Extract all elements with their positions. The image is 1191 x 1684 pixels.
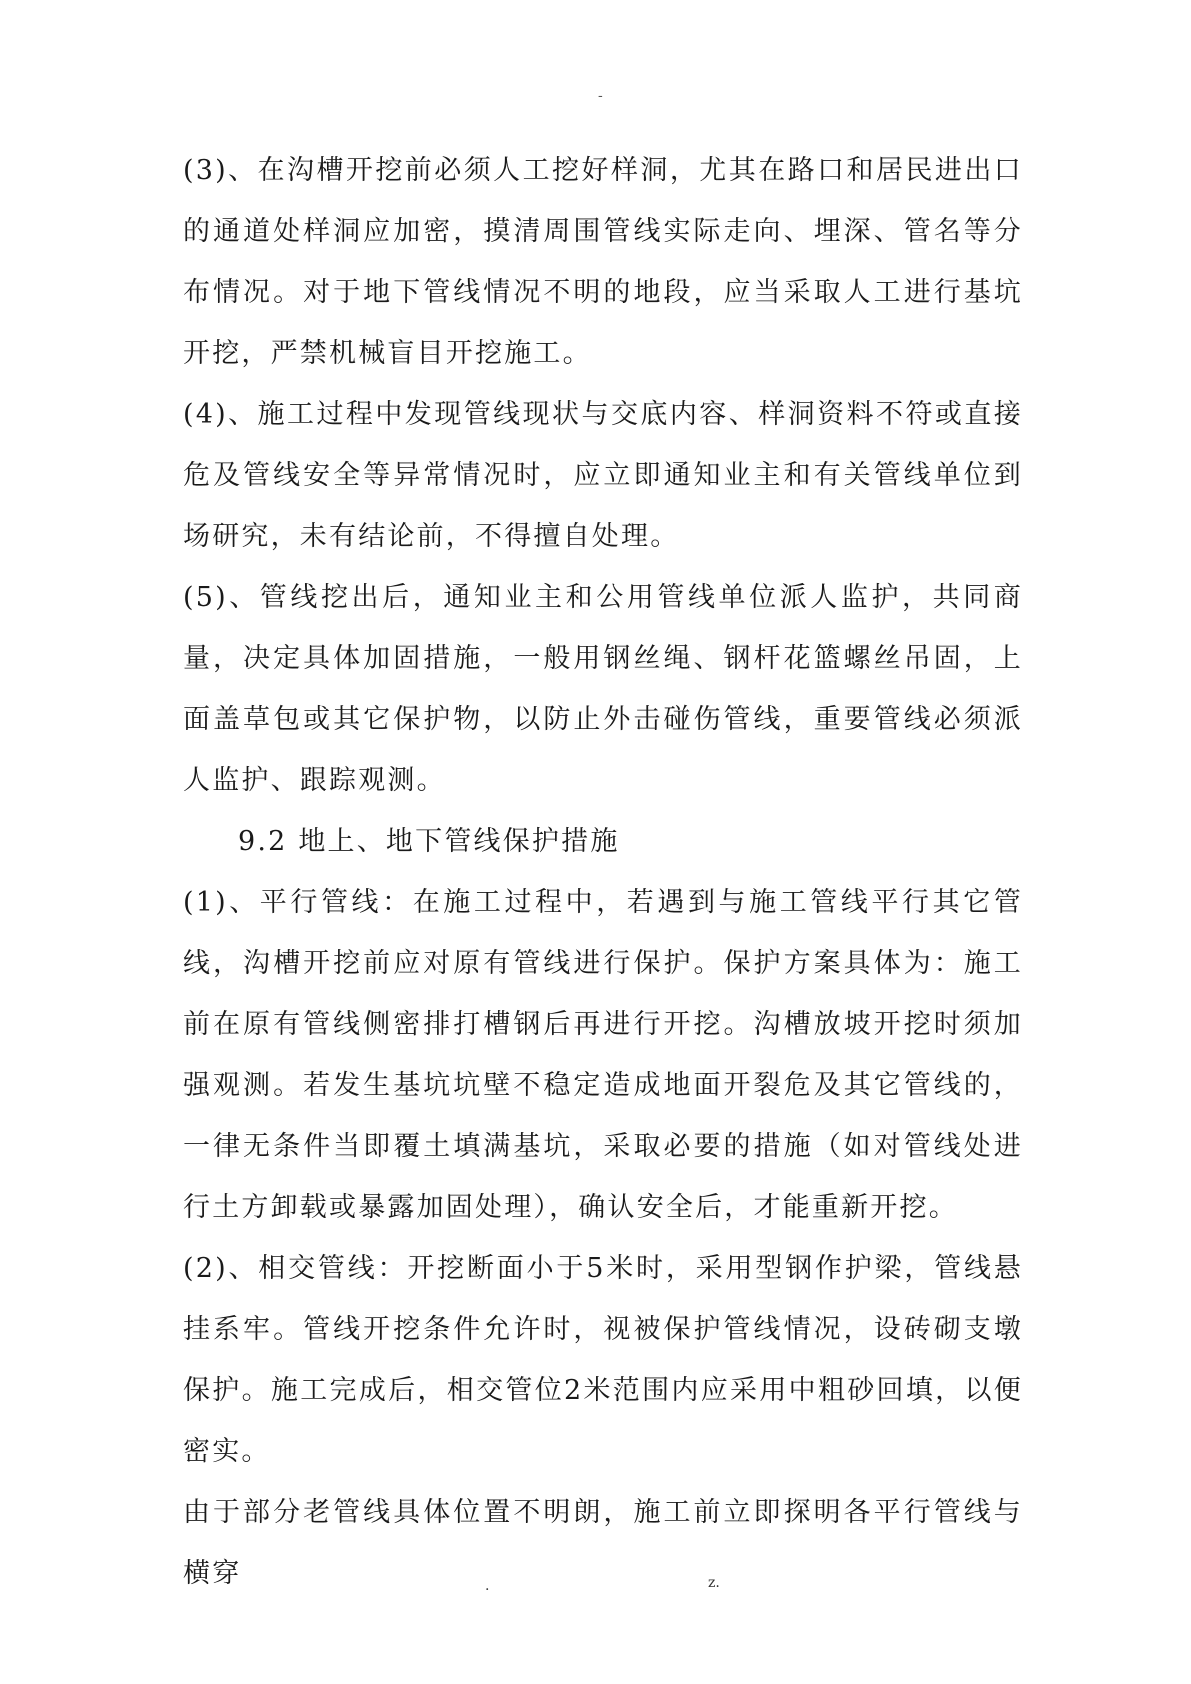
- paragraph-old-pipelines: 由于部分老管线具体位置不明朗，施工前立即探明各平行管线与横穿: [183, 1497, 1023, 1589]
- footer-z: z.: [708, 1575, 720, 1591]
- paragraph-2-crossing-pipelines: (2)、相交管线：开挖断面小于5米时，采用型钢作护梁，管线悬挂系牢。管线开挖条件允许时，视被保护管线情况，设砖砌支墩保护。施工完成后，相交管位2米范围内应采用中粗砂回填，以便密实。: [183, 1253, 1023, 1467]
- paragraph-1-parallel-pipelines: (1)、平行管线：在施工过程中，若遇到与施工管线平行其它管线，沟槽开挖前应对原有管线进行保护。保护方案具体为：施工前在原有管线侧密排打槽钢后再进行开挖。沟槽放坡开挖时须加强观测。若发生基坑坑壁不稳定造成地面开裂危及其它管线的，一律无条件当即覆土填满基坑，采取必要的措施（如对管线处进行土方卸载或暴露加固处理），确认安全后，才能重新开挖。: [183, 887, 1023, 1223]
- footer-dot: .: [485, 1578, 490, 1594]
- paragraph-4: (4)、施工过程中发现管线现状与交底内容、样洞资料不符或直接危及管线安全等异常情况时，应立即通知业主和有关管线单位到场研究，未有结论前，不得擅自处理。: [183, 399, 1023, 552]
- header-mark: -: [598, 88, 603, 104]
- paragraph-5: (5)、管线挖出后，通知业主和公用管线单位派人监护，共同商量，决定具体加固措施，一般用钢丝绳、钢杆花篮螺丝吊固，上面盖草包或其它保护物，以防止外击碰伤管线，重要管线必须派人监护、跟踪观测。: [183, 582, 1023, 796]
- paragraph-3: (3)、在沟槽开挖前必须人工挖好样洞，尤其在路口和居民进出口的通道处样洞应加密，摸清周围管线实际走向、埋深、管名等分布情况。对于地下管线情况不明的地段，应当采取人工进行基坑开挖，严禁机械盲目开挖施工。: [183, 155, 1023, 369]
- document-body: [183, 140, 1023, 1604]
- section-heading-9-2: 9.2 地上、地下管线保护措施: [238, 826, 620, 857]
